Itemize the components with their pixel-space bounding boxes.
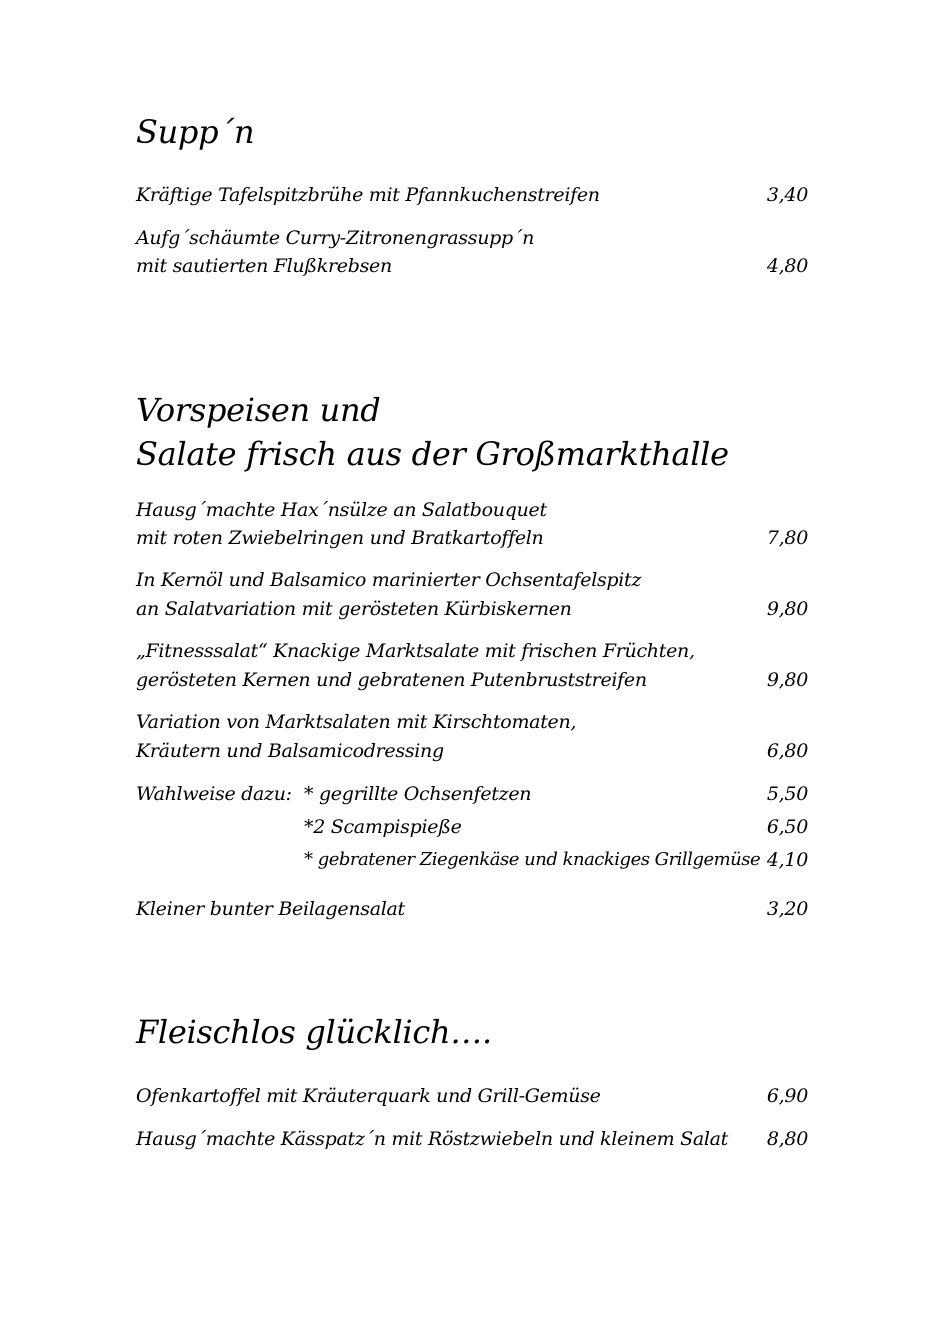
menu-item	[136, 1082, 808, 1110]
item-price: 9,80	[766, 598, 808, 620]
item-description: mit sautierten Flußkrebsen	[136, 255, 392, 277]
item-description: an Salatvariation mit gerösteten Kürbiskernen	[136, 598, 572, 620]
menu-item-continued	[136, 252, 808, 280]
section-title-line: Vorspeisen und	[136, 391, 381, 429]
item-description: gerösteten Kernen und gebratenen Putenbruststreifen	[136, 669, 647, 691]
item-description: Ofenkartoffel mit Kräuterquark und Grill-Gemüse	[136, 1085, 601, 1107]
item-description: Hausg´machte Hax´nsülze an Salatbouquet	[136, 499, 547, 521]
item-description: Kräutern und Balsamicodressing	[136, 740, 444, 762]
item-description: Variation von Marktsalaten mit Kirschtomaten,	[136, 711, 577, 733]
extra-description: * gebratener Ziegenkäse und knackiges Grillgemüse	[304, 849, 761, 870]
section-title-starters-salads	[136, 388, 729, 476]
item-price: 7,80	[766, 527, 808, 549]
section-title-line: Supp´n	[136, 113, 255, 151]
menu-item	[136, 566, 808, 594]
extra-item	[136, 780, 808, 808]
extra-description: * gegrillte Ochsenfetzen	[304, 783, 532, 805]
item-description: „Fitnesssalat“ Knackige Marktsalate mit frischen Früchten,	[136, 640, 695, 662]
menu-item-continued	[136, 666, 808, 694]
extras-label: Wahlweise dazu:	[136, 783, 292, 805]
section-title-line: Salate frisch aus der Großmarkthalle	[136, 435, 729, 473]
item-price: 3,40	[766, 184, 808, 206]
extra-description: *2 Scampispieße	[304, 816, 462, 838]
extra-item	[136, 813, 808, 841]
extra-price: 4,10	[766, 849, 808, 871]
item-description: Kleiner bunter Beilagensalat	[136, 898, 405, 920]
menu-item	[136, 1125, 808, 1153]
menu-item-continued	[136, 595, 808, 623]
menu-item	[136, 181, 808, 209]
item-price: 8,80	[766, 1128, 808, 1150]
section-title-soups	[136, 110, 254, 154]
section-title-line: Fleischlos glücklich….	[136, 1013, 492, 1051]
extra-item	[136, 846, 808, 874]
menu-item	[136, 224, 808, 252]
item-description: mit roten Zwiebelringen und Bratkartoffeln	[136, 527, 544, 549]
menu-item	[136, 708, 808, 736]
item-price: 6,90	[766, 1085, 808, 1107]
item-description: In Kernöl und Balsamico marinierter Ochsentafelspitz	[136, 569, 642, 591]
item-description: Aufg´schäumte Curry-Zitronengrassupp´n	[136, 227, 535, 249]
item-price: 9,80	[766, 669, 808, 691]
item-description: Kräftige Tafelspitzbrühe mit Pfannkuchenstreifen	[136, 184, 600, 206]
item-price: 4,80	[766, 255, 808, 277]
extra-price: 6,50	[766, 816, 808, 838]
menu-item-continued	[136, 524, 808, 552]
section-title-vegetarian	[136, 1010, 492, 1054]
menu-item	[136, 496, 808, 524]
menu-item	[136, 637, 808, 665]
item-price: 6,80	[766, 740, 808, 762]
item-price: 3,20	[766, 898, 808, 920]
item-description: Hausg´machte Kässpatz´n mit Röstzwiebeln und kleinem Salat	[136, 1128, 728, 1150]
extra-price: 5,50	[766, 783, 808, 805]
side-item	[136, 895, 808, 923]
menu-item-continued	[136, 737, 808, 765]
